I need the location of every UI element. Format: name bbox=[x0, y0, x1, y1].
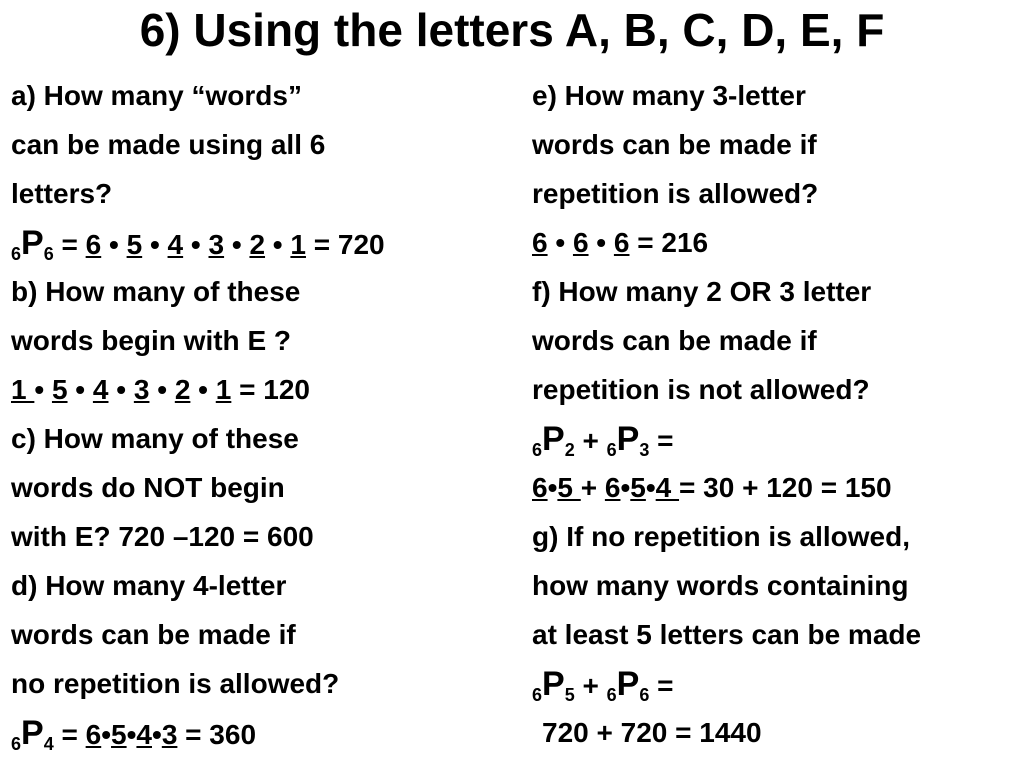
factor: 4 bbox=[136, 719, 152, 750]
perm-n: 6 bbox=[606, 685, 617, 705]
perm-r: 5 bbox=[564, 685, 575, 705]
equals: = bbox=[53, 719, 86, 750]
dot: • bbox=[142, 229, 168, 260]
question-d-line: words can be made if bbox=[11, 619, 296, 650]
dot: • bbox=[101, 719, 112, 750]
question-d-line: no repetition is allowed? bbox=[11, 668, 340, 699]
question-g-line: at least 5 letters can be made bbox=[532, 619, 922, 650]
factor: 6 bbox=[85, 719, 102, 750]
dot: • bbox=[588, 227, 614, 258]
dot: • bbox=[126, 719, 137, 750]
equals: = bbox=[649, 670, 674, 701]
answer-g: 720 + 720 = 1440 bbox=[542, 717, 762, 748]
equals: = bbox=[649, 425, 674, 456]
factor: 4 bbox=[167, 229, 184, 260]
factor: 5 bbox=[630, 472, 646, 503]
factor: 4 bbox=[655, 472, 680, 503]
perm-n: 6 bbox=[532, 685, 543, 705]
result: = 120 bbox=[231, 374, 310, 405]
factor: 5 bbox=[557, 472, 581, 503]
dot: • bbox=[265, 229, 291, 260]
plus: + bbox=[580, 472, 605, 503]
dot: • bbox=[149, 374, 175, 405]
perm-p: P bbox=[21, 714, 44, 752]
page-title: 6) Using the letters A, B, C, D, E, F bbox=[139, 4, 885, 56]
perm-n: 6 bbox=[11, 244, 22, 264]
factor: 5 bbox=[126, 229, 143, 260]
perm-p: P bbox=[21, 224, 44, 262]
question-f-line: words can be made if bbox=[532, 325, 817, 356]
factor: 5 bbox=[51, 374, 68, 405]
plus: + bbox=[574, 670, 607, 701]
dot: • bbox=[183, 229, 209, 260]
dot: • bbox=[152, 719, 162, 750]
question-c-line: words do NOT begin bbox=[11, 472, 285, 503]
factor: 6 bbox=[604, 472, 621, 503]
factor: 6 bbox=[532, 472, 548, 503]
factor: 3 bbox=[208, 229, 225, 260]
perm-n: 6 bbox=[532, 440, 543, 460]
answer-e bbox=[532, 225, 1012, 274]
answer-d bbox=[11, 715, 511, 764]
perm-p: P bbox=[616, 420, 640, 458]
dot: • bbox=[547, 227, 573, 258]
perm-r: 6 bbox=[639, 685, 650, 705]
equals: = bbox=[53, 229, 86, 260]
question-e-line: e) How many 3-letter bbox=[532, 80, 806, 111]
left-column bbox=[11, 78, 511, 764]
question-g-line: g) If no repetition is allowed, bbox=[532, 521, 911, 552]
question-c-line: c) How many of these bbox=[11, 423, 299, 454]
factor: 6 bbox=[572, 227, 589, 258]
dot: • bbox=[67, 374, 93, 405]
factor: 6 bbox=[85, 229, 102, 260]
question-b-line: words begin with E ? bbox=[11, 325, 291, 356]
answer-a bbox=[11, 225, 511, 274]
dot: • bbox=[547, 472, 558, 503]
perm-r: 2 bbox=[564, 440, 575, 460]
factor: 5 bbox=[111, 719, 127, 750]
dot: • bbox=[34, 374, 52, 405]
perm-n: 6 bbox=[11, 734, 22, 754]
answer-f bbox=[532, 470, 1012, 519]
result: = 360 bbox=[177, 719, 257, 750]
perm-n: 6 bbox=[606, 440, 617, 460]
perm-r: 6 bbox=[43, 244, 54, 264]
question-g-line: how many words containing bbox=[532, 570, 909, 601]
factor: 4 bbox=[92, 374, 109, 405]
question-a-line: a) How many “words” bbox=[11, 80, 302, 111]
factor: 2 bbox=[249, 229, 266, 260]
right-column bbox=[532, 78, 1012, 764]
question-f-line: repetition is not allowed? bbox=[532, 374, 870, 405]
dot: • bbox=[620, 472, 631, 503]
factor: 1 bbox=[215, 374, 232, 405]
question-f-line: f) How many 2 OR 3 letter bbox=[532, 276, 872, 307]
perm-p: P bbox=[542, 420, 565, 458]
question-e-line: repetition is allowed? bbox=[532, 178, 819, 209]
perm-r: 3 bbox=[639, 440, 650, 460]
factor: 3 bbox=[133, 374, 150, 405]
dot: • bbox=[224, 229, 250, 260]
factor: 1 bbox=[290, 229, 306, 260]
permutation-expression-f bbox=[532, 421, 1012, 470]
factor: 6 bbox=[532, 227, 548, 258]
answer-b bbox=[11, 372, 511, 421]
perm-r: 4 bbox=[43, 734, 54, 754]
result: = 720 bbox=[305, 229, 385, 260]
factor: 6 bbox=[613, 227, 630, 258]
question-a-line: can be made using all 6 bbox=[11, 129, 326, 160]
dot: • bbox=[645, 472, 656, 503]
factor: 1 bbox=[11, 374, 35, 405]
question-e-line: words can be made if bbox=[532, 129, 817, 160]
question-d-line: d) How many 4-letter bbox=[11, 570, 287, 601]
question-b-line: b) How many of these bbox=[11, 276, 301, 307]
perm-p: P bbox=[616, 665, 640, 703]
result: = 216 bbox=[629, 227, 709, 258]
dot: • bbox=[101, 229, 127, 260]
permutation-expression-g bbox=[532, 666, 1012, 715]
factor: 2 bbox=[174, 374, 191, 405]
dot: • bbox=[108, 374, 134, 405]
result: = 30 + 120 = 150 bbox=[679, 472, 892, 503]
question-c-line: with E? 720 –120 = 600 bbox=[11, 521, 314, 552]
question-a-line: letters? bbox=[11, 178, 113, 209]
factor: 3 bbox=[161, 719, 178, 750]
perm-p: P bbox=[542, 665, 565, 703]
dot: • bbox=[190, 374, 216, 405]
plus: + bbox=[574, 425, 607, 456]
